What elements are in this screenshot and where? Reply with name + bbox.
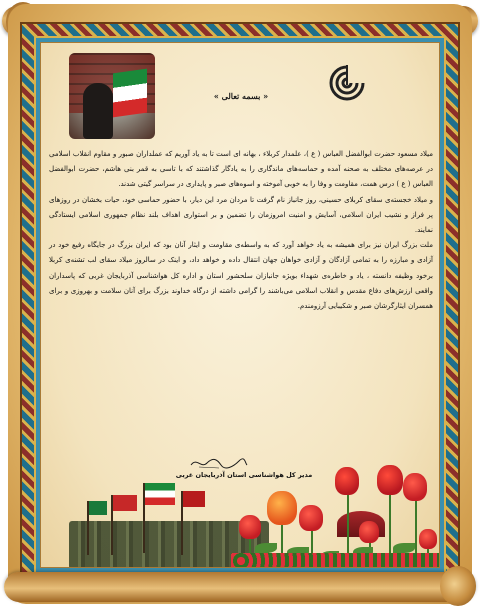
flag-icon — [89, 501, 107, 515]
letter-panel — [40, 42, 440, 568]
organization-logo — [327, 55, 409, 115]
signer-title: مدیر کل هواشناسی استان آذربایجان غربی — [175, 471, 313, 479]
photo-figure — [83, 83, 113, 139]
logo-emblem-icon — [327, 63, 367, 103]
tulip-icon — [359, 521, 379, 543]
letter-heading: « بسمه تعالی » — [213, 91, 269, 101]
tulip-icon — [335, 467, 359, 495]
handwritten-signature — [189, 455, 249, 471]
letter-paragraph: و میلاد خجسته‌ی سقای کربلای حسینی، روز جانباز نام گرفت تا مردان مرد این دیار، با حضور حماسی خود، حیات بخشان در روزهای پر فراز و نشیب ایران اسلامی، آسایش و امنیت امروزمان را تضمین و بر استواری اهداف بلند نظام جمهوری اسلامی ایستادگی نمایند. — [49, 195, 433, 235]
letter-body — [49, 147, 433, 314]
flag-icon — [113, 495, 137, 511]
scroll-bottom-curl — [440, 566, 476, 606]
photo-flag — [113, 69, 147, 118]
leaf-icon — [393, 543, 415, 553]
tulip-icon — [377, 465, 403, 495]
letter-paragraph: ملت بزرگ ایران نیز برای همیشه به یاد خواهد آورد که به واسطه‌ی مقاومت و ایثار آنان بود که ایران بزرگ در جایگاه رفیع خود در آزادی و مبارزه را به تمامی آزادگان و آزادی خواهان جهان انتقال داده و خواهد داد، و اینک در سالروز میلاد سقای لب تشنه‌ی کربلا برخود وظیفه دانسته ، یاد و خاطره‌ی شهداء بویژه جانبازان سلحشور استان و اداره کل هواشناسی آذربایجان غربی که پاسداران واقعی ارزش‌های دفاع مقدس و انقلاب اسلامی می‌باشند را گرامی داشته از درگاه خداوند بزرگ برای آنان سلامت و بهروزی و برای همسران ایثارگرشان صبر و شکیبایی آرزومندم. — [49, 241, 433, 311]
flower-bed — [231, 553, 440, 568]
tulip-icon — [419, 529, 437, 549]
scroll-bottom-roll — [4, 572, 476, 602]
letter-paragraph: میلاد مسعود حضرت ابوالفضل العباس ( ع )، علمدار کربلاء ، بهانه ای است تا به یاد آوریم که عملداران صبور و مقاوم انقلاب اسلامی در عرصه‌های مختلف به صحنه آمده و حماسه‌های ماندگاری را به یادگار گذاشتند که با تاسی به قمر بنی هاشم، حضرت ابوالفضل العباس ( ع ) درس همت، مقاومت و وفا را به خوبی آموخته و اسوه‌های صبر و پایداری در سراسر گیتی شدند. — [49, 150, 433, 189]
flag-icon — [145, 483, 175, 505]
tulip-icon — [239, 515, 261, 539]
header-photo — [69, 53, 155, 139]
tulip-icon — [267, 491, 297, 525]
tulip-icon — [403, 473, 427, 501]
flag-icon — [183, 491, 205, 507]
leaf-icon — [255, 543, 277, 553]
tulip-icon — [299, 505, 323, 531]
